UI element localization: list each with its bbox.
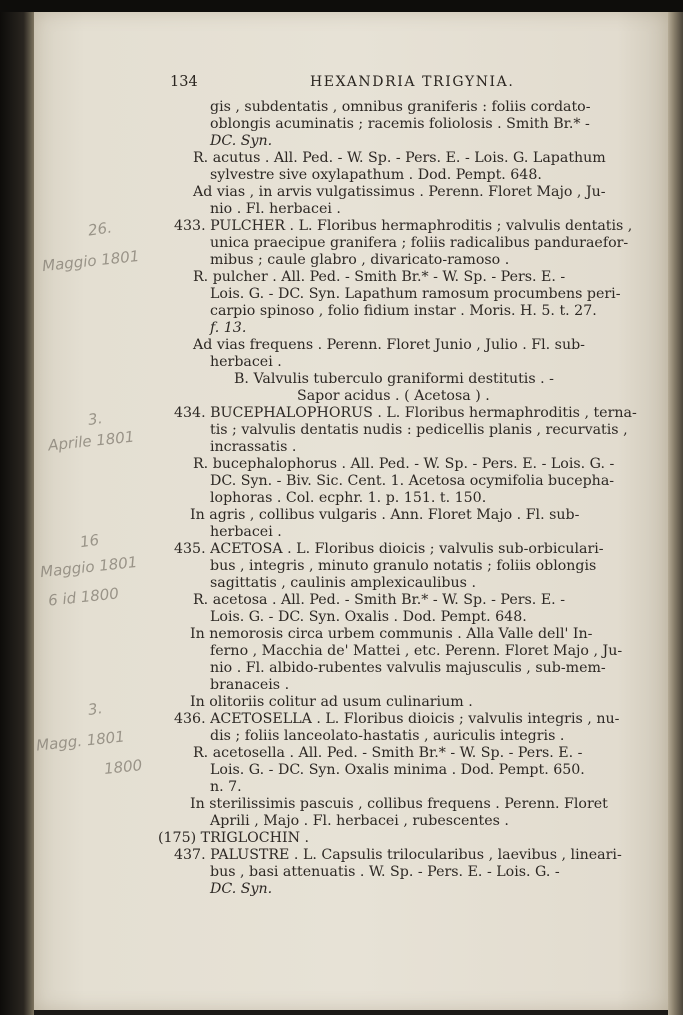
pencil-note: 16 bbox=[78, 530, 101, 552]
pencil-note: 6 id 1800 bbox=[47, 584, 120, 610]
text-line: dis ; foliis lanceolato-hastatis , auriculis integris . bbox=[210, 728, 565, 744]
text-line: B. Valvulis tuberculo graniformi destitutis . - bbox=[234, 371, 554, 387]
text-line: nio . Fl. albido-rubentes valvulis majusculis , sub-mem- bbox=[210, 660, 606, 676]
text-line: bus , integris , minuto granulo notatis ; foliis oblongis bbox=[210, 558, 597, 574]
text-line: DC. Syn. - Biv. Sic. Cent. 1. Acetosa ocymifolia bucepha- bbox=[210, 473, 615, 489]
text-line: 434. BUCEPHALOPHORUS . L. Floribus hermaphroditis , terna- bbox=[174, 405, 637, 421]
pencil-note: Maggio 1801 bbox=[41, 246, 141, 276]
text-line: Lois. G. - DC. Syn. Oxalis minima . Dod. Pempt. 650. bbox=[210, 762, 585, 778]
text-line: 437. PALUSTRE . L. Capsulis trilocularibus , laevibus , lineari- bbox=[174, 847, 622, 863]
text-line: R. pulcher . All. Ped. - Smith Br.* - W. Sp. - Pers. E. - bbox=[193, 269, 566, 285]
text-line: f. 13. bbox=[210, 320, 247, 336]
pencil-note: 3. bbox=[86, 699, 104, 719]
text-line: incrassatis . bbox=[210, 439, 297, 455]
text-line: In olitoriis colitur ad usum culinarium . bbox=[190, 694, 473, 710]
text-line: nio . Fl. herbacei . bbox=[210, 201, 341, 217]
text-line: mibus ; caule glabro , divaricato-ramoso . bbox=[210, 252, 510, 268]
text-line: 436. ACETOSELLA . L. Floribus dioicis ; valvulis integris , nu- bbox=[174, 711, 620, 727]
text-line: herbacei . bbox=[210, 354, 282, 370]
text-line: lophoras . Col. ecphr. 1. p. 151. t. 150. bbox=[210, 490, 487, 506]
text-line: Aprili , Majo . Fl. herbacei , rubescentes . bbox=[210, 813, 509, 829]
pencil-note: 3. bbox=[86, 409, 104, 429]
text-line: R. acetosella . All. Ped. - Smith Br.* - W. Sp. - Pers. E. - bbox=[193, 745, 583, 761]
text-line: bus , basi attenuatis . W. Sp. - Pers. E. - Lois. G. - bbox=[210, 864, 560, 880]
text-line: gis , subdentatis , omnibus graniferis : foliis cordato- bbox=[210, 99, 591, 115]
pencil-note: 1800 bbox=[103, 756, 144, 778]
text-line: In nemorosis circa urbem communis . Alla Valle dell' In- bbox=[190, 626, 593, 642]
text-line: branaceis . bbox=[210, 677, 290, 693]
text-line: ferno , Macchia de' Mattei , etc. Perenn. Floret Majo , Ju- bbox=[210, 643, 623, 659]
text-line: DC. Syn. bbox=[210, 133, 273, 149]
text-line: Ad vias frequens . Perenn. Floret Junio , Julio . Fl. sub- bbox=[193, 337, 585, 353]
text-line: Ad vias , in arvis vulgatissimus . Perenn. Floret Majo , Ju- bbox=[193, 184, 606, 200]
text-line: n. 7. bbox=[210, 779, 242, 795]
running-head: HEXANDRIA TRIGYNIA. bbox=[310, 74, 515, 90]
text-line: Lois. G. - DC. Syn. Lapathum ramosum procumbens peri- bbox=[210, 286, 621, 302]
text-line: 433. PULCHER . L. Floribus hermaphroditis ; valvulis dentatis , bbox=[174, 218, 633, 234]
text-line: Lois. G. - DC. Syn. Oxalis . Dod. Pempt. 648. bbox=[210, 609, 527, 625]
genus-heading: (175) TRIGLOCHIN . bbox=[158, 830, 310, 846]
text-line: herbacei . bbox=[210, 524, 282, 540]
text-line: In agris , collibus vulgaris . Ann. Floret Majo . Fl. sub- bbox=[190, 507, 580, 523]
text-line: oblongis acuminatis ; racemis foliolosis . Smith Br.* - bbox=[210, 116, 590, 132]
text-line: DC. Syn. bbox=[210, 881, 273, 897]
text-line: R. acutus . All. Ped. - W. Sp. - Pers. E. - Lois. G. Lapathum bbox=[193, 150, 606, 166]
pencil-note: Magg. 1801 bbox=[35, 727, 126, 755]
text-line: sagittatis , caulinis amplexicaulibus . bbox=[210, 575, 476, 591]
text-line: tis ; valvulis dentatis nudis : pedicellis planis , recurvatis , bbox=[210, 422, 628, 438]
text-line: In sterilissimis pascuis , collibus frequens . Perenn. Floret bbox=[190, 796, 608, 812]
text-line: R. bucephalophorus . All. Ped. - W. Sp. - Pers. E. - Lois. G. - bbox=[193, 456, 615, 472]
text-line: Sapor acidus . ( Acetosa ) . bbox=[297, 388, 490, 404]
text-line: 435. ACETOSA . L. Floribus dioicis ; valvulis sub-orbiculari- bbox=[174, 541, 604, 557]
page-number: 134 bbox=[170, 74, 198, 90]
text-line: R. acetosa . All. Ped. - Smith Br.* - W. Sp. - Pers. E. - bbox=[193, 592, 565, 608]
text-line: sylvestre sive oxylapathum . Dod. Pempt. 648. bbox=[210, 167, 542, 183]
text-line: unica praecipue granifera ; foliis radicalibus panduraefor- bbox=[210, 235, 629, 251]
pencil-note: Maggio 1801 bbox=[39, 552, 139, 582]
pencil-note: 26. bbox=[86, 218, 113, 240]
pencil-note: Aprile 1801 bbox=[47, 427, 136, 455]
text-line: carpio spinoso , folio fidium instar . Moris. H. 5. t. 27. bbox=[210, 303, 597, 319]
